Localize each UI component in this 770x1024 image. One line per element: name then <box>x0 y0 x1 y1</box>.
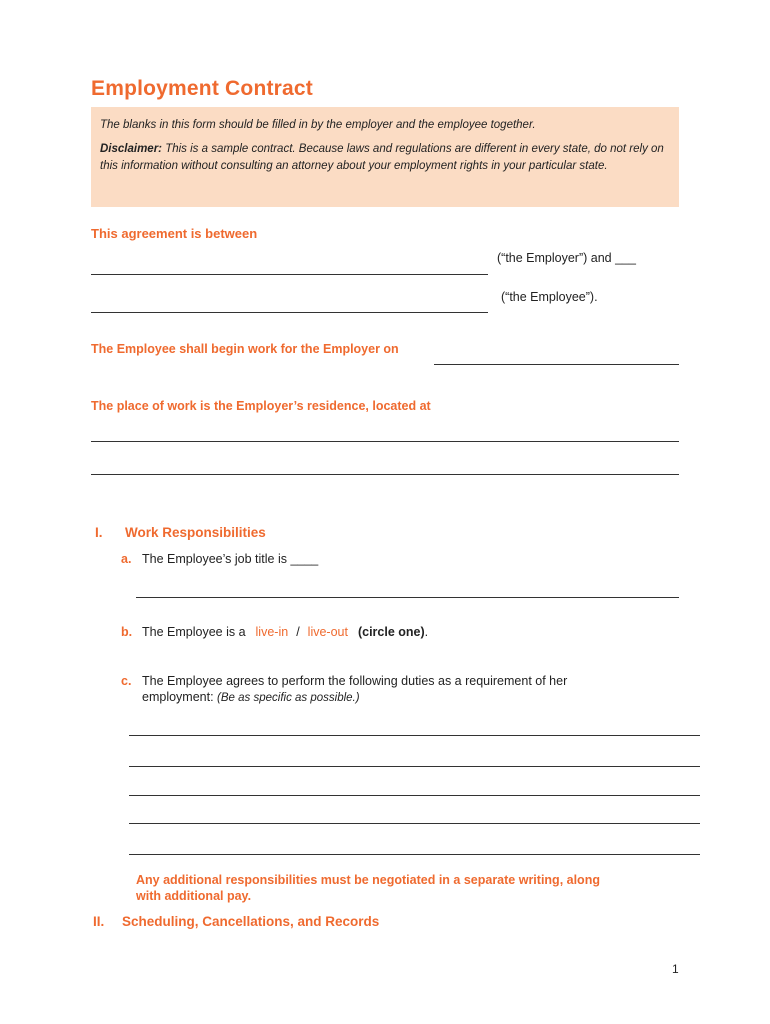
section1-title: Work Responsibilities <box>125 525 266 540</box>
start-date-blank[interactable] <box>434 364 679 365</box>
job-title-blank[interactable] <box>136 597 679 598</box>
disclaimer-text: This is a sample contract. Because laws and regulations are different in every state, do not rely on this information without consulting an attorney about your employment rights in your particular state. <box>100 143 664 172</box>
option-live-in[interactable]: live-in <box>255 625 289 639</box>
item-c-text2: employment: <box>142 690 214 704</box>
address-blank-1[interactable] <box>91 441 679 442</box>
item-a-text: The Employee’s job title is ____ <box>142 552 319 566</box>
start-date-label: The Employee shall begin work for the Employer on <box>91 342 399 356</box>
section1-numeral: I. <box>95 525 103 540</box>
item-b-letter: b. <box>121 625 133 639</box>
disclaimer-intro: The blanks in this form should be filled in by the employer and the employee together. <box>100 119 536 131</box>
additional-note-line2: with additional pay. <box>136 889 252 903</box>
duties-blank-2[interactable] <box>129 766 700 767</box>
item-c-hint: (Be as specific as possible.) <box>217 692 360 704</box>
item-c-text2-line <box>142 690 360 704</box>
agreement-heading: This agreement is between <box>91 226 258 241</box>
item-b-prefix: The Employee is a <box>142 625 246 639</box>
duties-blank-1[interactable] <box>129 735 700 736</box>
item-a-letter: a. <box>121 552 132 566</box>
address-blank-2[interactable] <box>91 474 679 475</box>
section2-numeral: II. <box>93 914 105 929</box>
employer-suffix: (“the Employer”) and ___ <box>497 251 636 265</box>
option-live-out[interactable]: live-out <box>307 625 348 639</box>
disclaimer-box <box>91 107 679 207</box>
item-c-text: The Employee agrees to perform the following duties as a requirement of her <box>142 674 568 688</box>
additional-note-line1: Any additional responsibilities must be negotiated in a separate writing, along <box>136 873 600 887</box>
place-label: The place of work is the Employer’s residence, located at <box>91 399 431 413</box>
option-separator: / <box>296 625 300 639</box>
item-b-period: . <box>424 625 429 639</box>
employee-suffix: (“the Employee”). <box>501 290 598 304</box>
circle-one-hint: (circle one) <box>357 625 425 639</box>
employee-name-blank[interactable] <box>91 312 488 313</box>
item-b-line <box>142 625 428 639</box>
page-number: 1 <box>672 962 679 976</box>
item-c-letter: c. <box>121 674 132 688</box>
duties-blank-5[interactable] <box>129 854 700 855</box>
duties-blank-4[interactable] <box>129 823 700 824</box>
employer-name-blank[interactable] <box>91 274 488 275</box>
document-title: Employment Contract <box>91 77 313 100</box>
disclaimer-paragraph <box>100 141 670 174</box>
duties-blank-3[interactable] <box>129 795 700 796</box>
section2-title: Scheduling, Cancellations, and Records <box>122 914 380 929</box>
disclaimer-label: Disclaimer: <box>100 143 163 155</box>
